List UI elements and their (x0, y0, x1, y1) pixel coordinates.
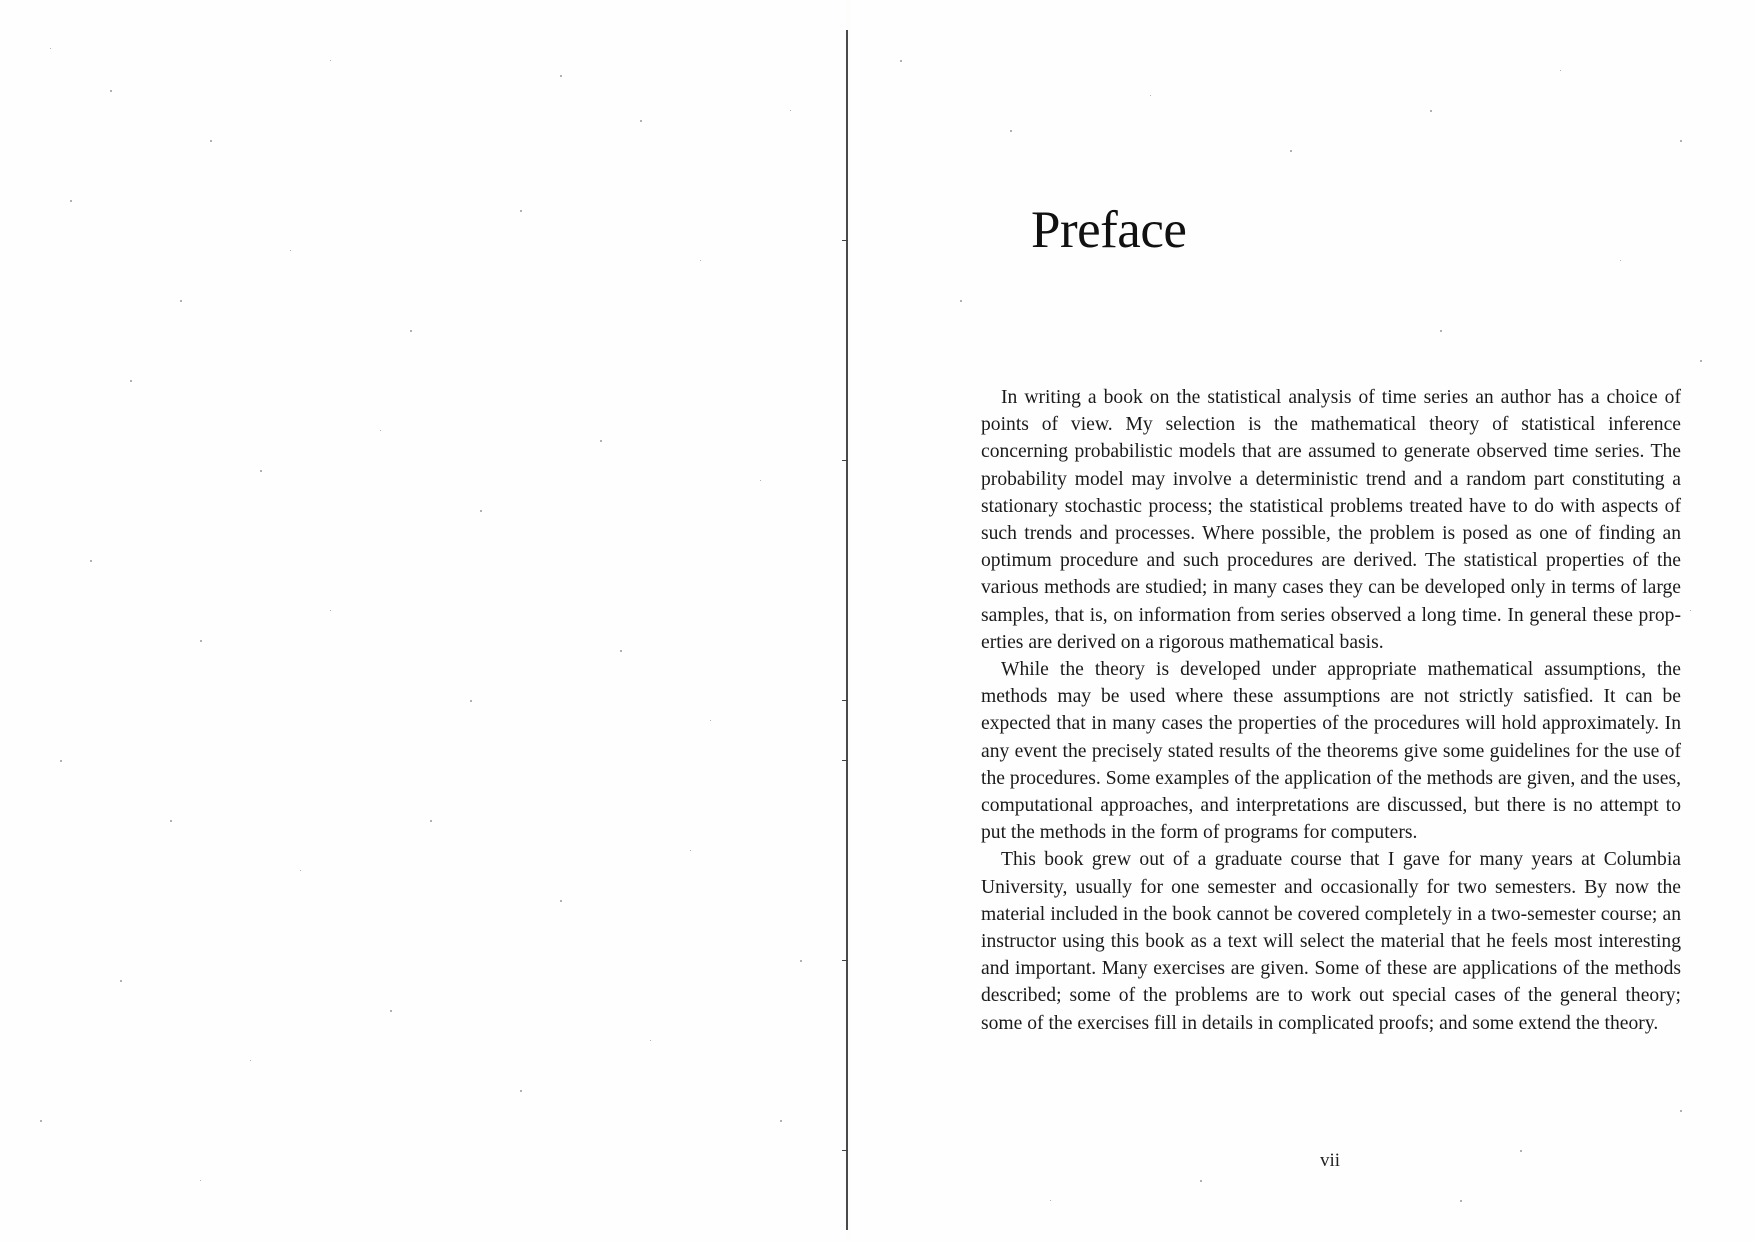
scan-speck (560, 900, 562, 902)
scan-speck (640, 120, 642, 122)
left-page-blank (0, 0, 846, 1241)
scan-speck (70, 200, 72, 202)
scan-speck (1690, 610, 1691, 611)
gutter-tick (842, 760, 848, 761)
scan-speck (470, 700, 472, 702)
scan-speck (560, 75, 562, 77)
page-number: vii (1319, 1150, 1341, 1171)
scan-speck (1440, 330, 1442, 332)
gutter-tick (842, 700, 848, 701)
scan-speck (960, 300, 962, 302)
scan-speck (40, 1120, 42, 1122)
scan-speck (330, 60, 331, 61)
scan-speck (620, 650, 622, 652)
paragraph-2: While the theory is developed under appropriate mathematical assumptions, the methods may be used where these assumptions are not strictly satisfied. It can be expected that in many cases the properties of the procedures will hold approximately. In any event the precisely stated results of the theorems give some guidelines for the use of the procedures. Some examples of the application of the methods are given, and the uses, computational approaches, and interpretations are discussed, but there is no attempt to put the methods in the form of programs for computers. (981, 659, 1681, 844)
scan-speck (380, 430, 381, 431)
scan-speck (710, 720, 711, 721)
scan-speck (200, 640, 202, 642)
scan-speck (520, 1090, 522, 1092)
scan-speck (1050, 1200, 1051, 1201)
scan-speck (1460, 1200, 1462, 1202)
scan-speck (690, 850, 691, 851)
scan-speck (50, 48, 51, 49)
scan-speck (700, 260, 701, 261)
scan-speck (480, 510, 482, 512)
chapter-title: Preface (1031, 201, 1187, 259)
scan-speck (780, 1120, 782, 1122)
scan-speck (200, 1180, 201, 1181)
scan-speck (120, 980, 122, 982)
scan-speck (170, 820, 172, 822)
scan-speck (520, 210, 522, 212)
scan-speck (130, 380, 132, 382)
paragraph-1: In writing a book on the statistical analysis of time series an author has a choice of points of view. My selection is the mathematical theory of statistical inference concerning probabilistic models that are assumed to generate observed time series. The probability model may involve a deterministic trend and a random part constituting a stationary stochastic process; the statistical problems treated have to do with aspects of such trends and processes. Where possible, the problem is posed as one of finding an optimum procedure and such procedures are derived. The statistical properties of the various methods are studied; in many cases they can be developed only in terms of large samples, that is, on information from series observed a long time. In general these properties are derived on a rigorous mathematical basis. (981, 387, 1681, 653)
gutter-tick (842, 960, 848, 961)
scan-speck (1700, 360, 1702, 362)
scan-speck (1560, 70, 1561, 71)
scan-speck (180, 300, 182, 302)
scan-speck (600, 440, 602, 442)
scan-speck (1200, 1180, 1202, 1182)
scan-speck (650, 1040, 651, 1041)
gutter-tick (842, 240, 848, 241)
scan-speck (250, 1060, 251, 1061)
scan-speck (1010, 130, 1012, 132)
scan-speck (90, 560, 92, 562)
scan-speck (210, 140, 212, 142)
scan-speck (1430, 110, 1432, 112)
scan-speck (800, 960, 802, 962)
scan-speck (1680, 140, 1682, 142)
scan-speck (1520, 1150, 1522, 1152)
scan-speck (290, 250, 291, 251)
scan-speck (60, 760, 62, 762)
scan-speck (1620, 260, 1621, 261)
preface-body (981, 384, 1681, 1037)
scan-speck (790, 110, 791, 111)
scan-speck (1150, 95, 1151, 96)
scan-speck (430, 820, 432, 822)
scan-speck (330, 610, 331, 611)
scan-speck (300, 870, 301, 871)
gutter-tick (842, 460, 848, 461)
gutter-tick (842, 1150, 848, 1151)
scan-speck (760, 480, 761, 481)
scan-speck (410, 330, 412, 332)
scan-speck (110, 90, 112, 92)
scan-speck (1680, 1110, 1682, 1112)
scan-speck (1290, 150, 1292, 152)
scan-speck (260, 470, 262, 472)
scan-speck (390, 1010, 392, 1012)
scan-speck (900, 60, 902, 62)
paragraph-3: This book grew out of a graduate course that I gave for many years at Columbia University, usually for one semester and occasionally for two semesters. By now the material included in the book cannot be covered completely in a two-semester course; an instructor using this book as a text will select the material that he feels most interesting and important. Many exercises are given. Some of these are applications of the methods described; some of the problems are to work out special cases of the general theory; some of the exercises fill in details in complicated proofs; and some extend the theory. (981, 849, 1681, 1034)
